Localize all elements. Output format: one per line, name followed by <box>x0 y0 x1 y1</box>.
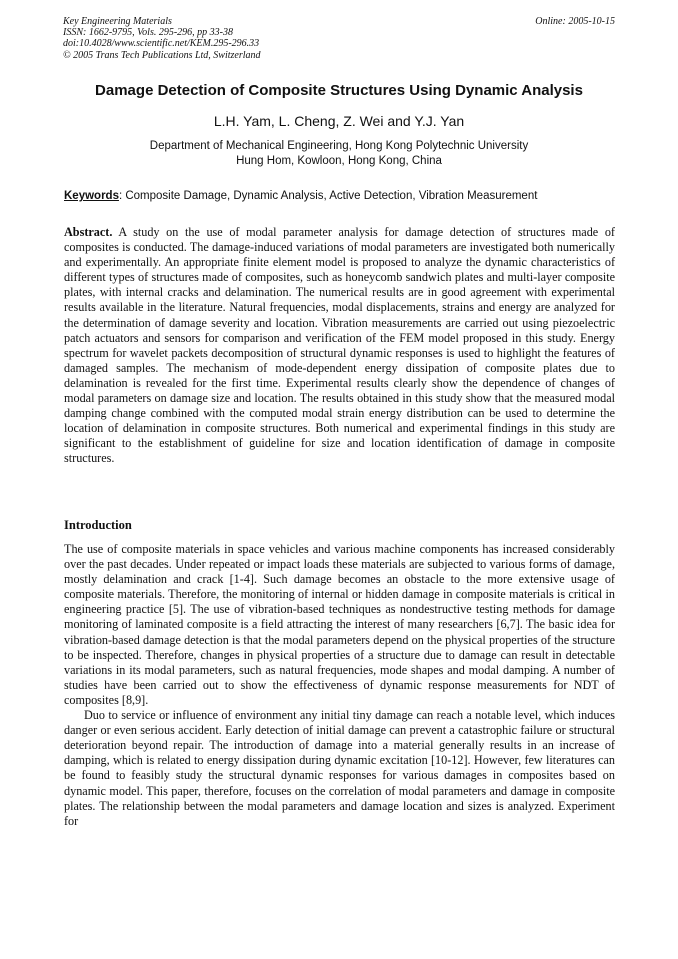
paper-title: Damage Detection of Composite Structures Using Dynamic Analysis <box>95 82 583 99</box>
paper-authors: L.H. Yam, L. Cheng, Z. Wei and Y.J. Yan <box>213 113 465 129</box>
affiliation-line-1: Department of Mechanical Engineering, Hong Kong Polytechnic University <box>149 140 529 152</box>
abstract-label: Abstract. <box>64 225 113 239</box>
affiliation-line-2: Hung Hom, Kowloon, Hong Kong, China <box>236 154 442 167</box>
issn-line: ISSN: 1662-9795, Vols. 295-296, pp 33-38 <box>63 27 233 39</box>
keywords <box>64 189 624 203</box>
introduction-paragraph-2: Duo to service or influence of environment any initial tiny damage can reach a notable level, which induces danger or even serious accident. Early detection of initial damage can prevent a catastrophic failure or structural deterioration beyond repair. The introduction of damage into a material generally results in an increase of damping, which is related to energy dissipation during dynamic excitation [10-12]. However, few literatures can be found to feasibly study the structural dynamic responses for various damages in composites based on dynamic model. This paper, therefore, focuses on the correlation of modal parameters and damage in composite plates. The relationship between the modal parameters and damage location and sizes is analyzed. Experiment for <box>64 708 615 828</box>
journal-header <box>63 16 615 61</box>
doi-line: doi:10.4028/www.scientific.net/KEM.295-296.33 <box>63 38 260 50</box>
abstract <box>64 225 615 467</box>
abstract-text: A study on the use of modal parameter analysis for damage detection of structures made of composites is conducted. The damage-induced variations of modal parameters are investigated both numerically and experimentally. An appropriate finite element model is proposed to analyze the dynamic characteristics of different types of structures made of composites, such as honeycomb sandwich plates and multi-layer composite plates, with internal cracks and delamination. The numerical results are in good agreement with experimental results available in the literature. Natural frequencies, modal displacements, strains and energy are analyzed for the determination of damage severity and location. Vibration measurements are carried out using piezoelectric patch actuators and sensors for comparison and verification of the FEM model proposed in this study. Energy spectrum for wavelet packets decomposition of structural dynamic responses is used to highlight the features of damaged samples. The mechanism of mode-dependent energy dissipation of composite plates due to delamination is revealed for the first time. Experimental results clearly show the dependence of changes of modal parameters on damage size and location. The results obtained in this study show that the measured modal damping change combined with the computed modal strain energy distribution can be used to determine the location of delamination in composite structures. Both numerical and experimental findings in this study are significant to the establishment of guideline for size and location identification of damage in composite structures. <box>64 225 615 466</box>
online-date: Online: 2005-10-15 <box>535 16 615 27</box>
copyright-line: © 2005 Trans Tech Publications Ltd, Switzerland <box>63 49 261 61</box>
journal-citation <box>63 16 615 61</box>
introduction-heading: Introduction <box>64 518 132 532</box>
introduction-body <box>64 542 615 829</box>
keywords-label: Keywords <box>64 190 119 202</box>
introduction-paragraph-1: The use of composite materials in space vehicles and various machine components has increased considerably over the past decades. Under repeated or impact loads these materials are subjected to various forms of damage, mostly delamination and crack [1-4]. Such damage becomes an obstacle to the more extensive usage of composite materials. Therefore, the monitoring of internal or hidden damage in composite materials is critical in engineering practice [5]. The use of vibration-based techniques as nondestructive testing methods for damage monitoring of laminated composite is a field attracting the interest of many researchers [6,7]. The basic idea for vibration-based damage detection is that the modal parameters depend on the physical properties of the structure to be inspected. Therefore, changes in physical properties of a structure due to damage can result in detectable variations in its modal parameters, such as natural frequencies, mode shapes and modal damping. A number of studies have been carried out to show the effectiveness of dynamic response measurements for NDT of composites [8,9]. <box>64 542 615 707</box>
keywords-text: : Composite Damage, Dynamic Analysis, Active Detection, Vibration Measurement <box>118 190 538 202</box>
affiliation <box>40 139 638 168</box>
journal-name: Key Engineering Materials <box>63 16 172 27</box>
